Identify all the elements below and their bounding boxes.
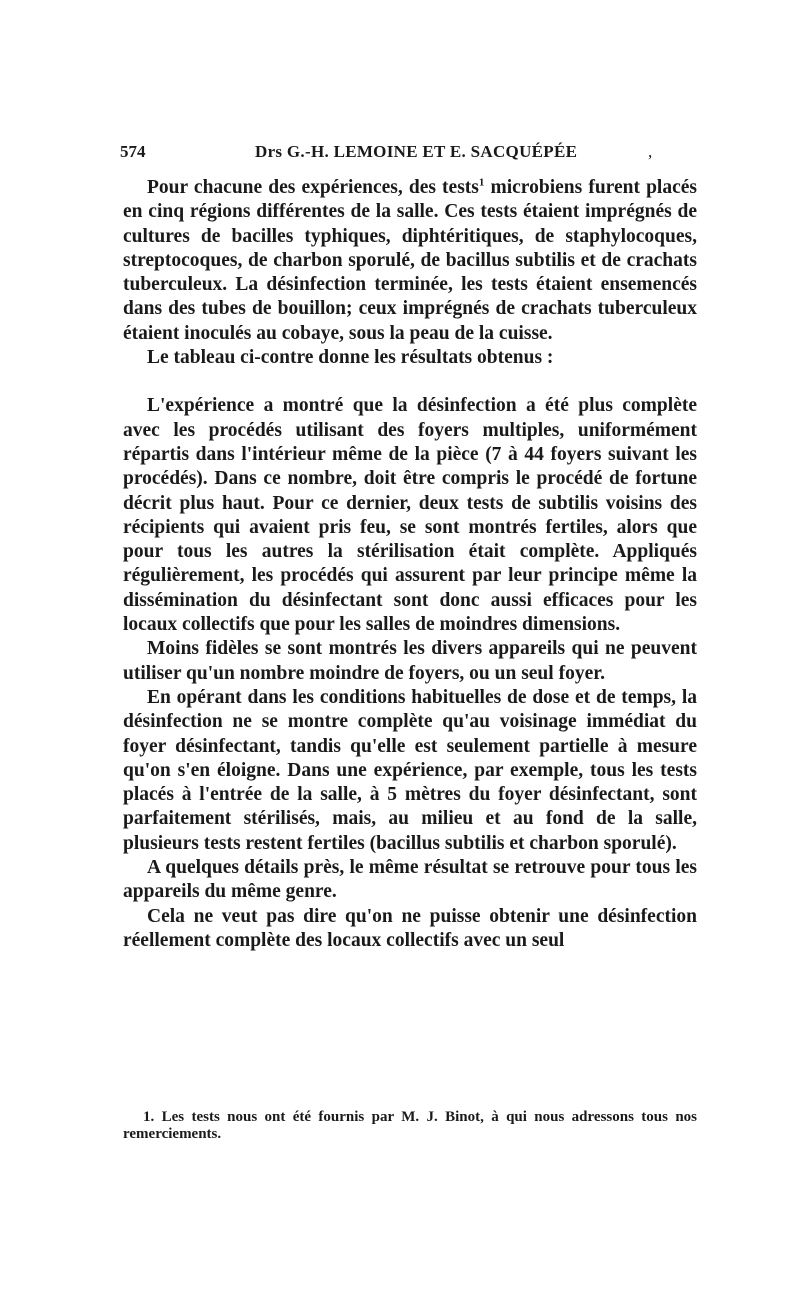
author-prefix: Drs [255,142,283,161]
running-head-authors [255,142,577,162]
page-number: 574 [120,142,146,161]
paragraph-6: A quelques détails près, le même résultat se retrouve pour tous les appareils du même genre. [123,857,697,903]
paragraph-4: Moins fidèles se sont montrés les divers appareils qui ne peuvent utiliser qu'un nombre moindre de foyers, ou un seul foyer. [123,638,697,684]
footnote-text: 1. Les tests nous ont été fournis par M. J. Binot, à qui nous adressons tous nos remerciements. [123,1109,697,1142]
paragraph-7: Cela ne veut pas dire qu'on ne puisse obtenir une désinfection réellement complète des locaux collectifs avec un seul [123,905,697,951]
paragraph-3: L'expérience a montré que la désinfection a été plus complète avec les procédés utilisant des foyers multiples, uniformément répartis dans l'intérieur même de la pièce (7 à 44 foyers suivant les procédés). Dans ce nombre, doit être compris le procédé de fortune décrit plus haut. Pour ce dernier, deux tests de subtilis voisins des récipients qui avaient pris feu, se sont montrés fertiles, alors que pour tous les autres la stérilisation était complète. Appliqués régulièrement, les procédés qui assurent par leur principe même la dissémination du désinfectant sont donc aussi efficaces pour les locaux collectifs que pour les salles de moindres dimensions. [123,395,697,636]
paragraph-5: En opérant dans les conditions habituelles de dose et de temps, la désinfection ne se montre complète qu'au voisinage immédiat du foyer désinfectant, tandis qu'elle est seulement partielle à mesure qu'on s'en éloigne. Dans une expérience, par exemple, tous les tests placés à l'entrée de la salle, à 5 mètres du foyer désinfectant, sont parfaitement stérilisés, mais, au milieu et au fond de la salle, plusieurs tests restent fertiles (bacillus subtilis et charbon sporulé). [123,686,697,854]
paragraph-1-start: Pour chacune des expériences, des tests [147,177,479,198]
paragraph-1-rest: microbiens furent placés en cinq régions différentes de la salle. Ces tests étaient imprégnés de cultures de bacilles typhiques, diphtéritiques, de staphylocoques, streptocoques, de charbon sporulé, de bacillus subtilis et de crachats tuberculeux. La désinfection terminée, les tests étaient ensemencés dans des tubes de bouillon; ceux imprégnés de crachats tuberculeux étaient inoculés au cobaye, sous la peau de la cuisse. [123,177,697,344]
running-header [120,142,695,164]
author-names: G.-H. LEMOINE ET E. SACQUÉPÉE [286,142,578,161]
main-text [123,176,697,953]
paragraph-2: Le tableau ci-contre donne les résultats obtenus : [147,347,554,369]
paragraph-1 [123,176,697,346]
header-mark: , [648,142,653,161]
footnote-reference: 1 [478,176,485,189]
footnote [123,1109,697,1143]
